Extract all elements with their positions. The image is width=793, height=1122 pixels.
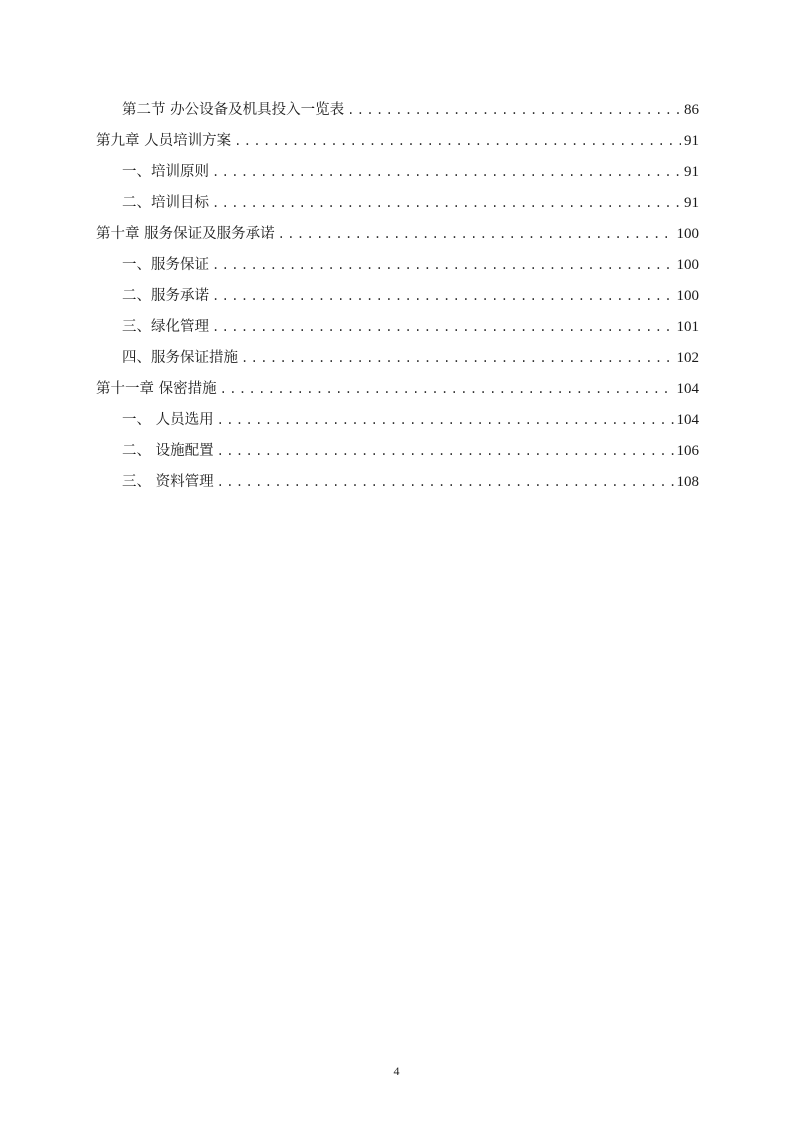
toc-entry-page: 100 <box>676 226 699 242</box>
toc-dot-leader <box>212 188 681 219</box>
toc-dot-leader <box>217 467 674 498</box>
toc-entry-page: 101 <box>676 319 699 335</box>
toc-entry-label: 一、服务保证 <box>122 257 209 273</box>
toc-entry-label: 一、 人员选用 <box>122 412 214 428</box>
toc-entry-page: 91 <box>684 164 699 180</box>
toc-entry-page: 104 <box>676 412 699 428</box>
toc-entry-page: 100 <box>676 288 699 304</box>
toc-entry-label: 四、服务保证措施 <box>122 350 238 366</box>
toc-entry[interactable] <box>96 95 699 126</box>
toc-entry-label: 一、培训原则 <box>122 164 209 180</box>
toc-entry-label: 二、 设施配置 <box>122 443 214 459</box>
toc-entry[interactable] <box>96 467 699 498</box>
page-number: 4 <box>393 1064 400 1078</box>
toc-entry-label: 第九章 人员培训方案 <box>96 133 232 149</box>
toc-entry[interactable] <box>96 312 699 343</box>
toc-entry[interactable] <box>96 405 699 436</box>
toc-entry[interactable] <box>96 250 699 281</box>
toc-entry-label: 三、绿化管理 <box>122 319 209 335</box>
toc-dot-leader <box>212 250 674 281</box>
table-of-contents <box>96 95 699 498</box>
toc-entry-label: 第十一章 保密措施 <box>96 381 217 397</box>
toc-entry-page: 91 <box>684 133 699 149</box>
toc-entry-page: 100 <box>676 257 699 273</box>
toc-dot-leader <box>220 374 674 405</box>
toc-entry-label: 三、 资料管理 <box>122 474 214 490</box>
toc-dot-leader <box>212 312 674 343</box>
toc-entry-page: 91 <box>684 195 699 211</box>
toc-entry-label: 第十章 服务保证及服务承诺 <box>96 226 275 242</box>
toc-entry-label: 二、服务承诺 <box>122 288 209 304</box>
toc-dot-leader <box>212 157 681 188</box>
toc-dot-leader <box>217 405 674 436</box>
toc-dot-leader <box>278 219 674 250</box>
toc-entry[interactable] <box>96 281 699 312</box>
toc-dot-leader <box>347 95 681 126</box>
toc-entry-label: 第二节 办公设备及机具投入一览表 <box>122 102 345 118</box>
toc-entry[interactable] <box>96 219 699 250</box>
toc-entry[interactable] <box>96 126 699 157</box>
toc-dot-leader <box>212 281 674 312</box>
toc-entry-page: 108 <box>676 474 699 490</box>
toc-entry[interactable] <box>96 343 699 374</box>
toc-entry-label: 二、培训目标 <box>122 195 209 211</box>
toc-entry[interactable] <box>96 188 699 219</box>
toc-dot-leader <box>241 343 674 374</box>
toc-entry[interactable] <box>96 157 699 188</box>
toc-dot-leader <box>234 126 681 157</box>
toc-entry-page: 104 <box>676 381 699 397</box>
toc-dot-leader <box>217 436 674 467</box>
toc-entry-page: 86 <box>684 102 699 118</box>
toc-entry-page: 106 <box>676 443 699 459</box>
toc-entry-page: 102 <box>676 350 699 366</box>
toc-entry[interactable] <box>96 374 699 405</box>
toc-entry[interactable] <box>96 436 699 467</box>
